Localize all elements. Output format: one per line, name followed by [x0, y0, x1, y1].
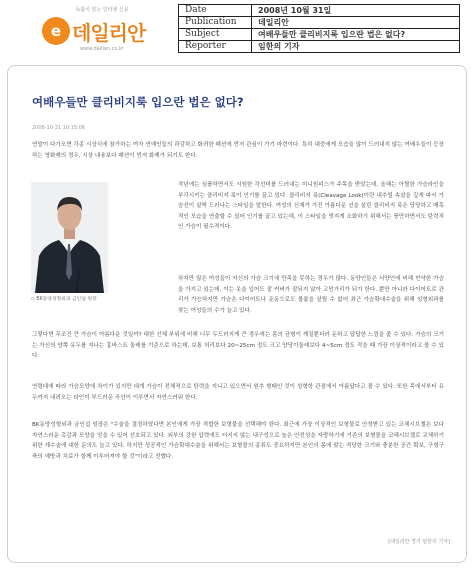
article-headline: 여배우들만 클리비지룩 입으란 법은 없다?	[32, 95, 244, 109]
meta-subject-value: 여배우들만 클리비지룩 입으란 법은 없다?	[252, 29, 460, 41]
photo-caption: ◇ BK동양성형외과 금인섭 원장	[31, 297, 97, 302]
meta-reporter-label: Reporter	[179, 41, 252, 53]
logo-url: www.dailian.co.kr	[80, 46, 124, 52]
article-paragraph-5: 연령대에 따라 가슴모양에 차이가 있지만 대개 가슴이 전체적으로 탄력을 지니고 있으면서 원추 형태인 것이 성형학 관점에서 아름답다고 볼 수 있다. 또한 목에서부터 유두까지 내려오는 라인이 부드러운 곡선이 이루면서 자연스러워 한다.	[32, 384, 444, 401]
meta-row-reporter	[179, 41, 460, 53]
logo-badge-icon: e	[42, 17, 70, 45]
logo-wordmark: 데일리안	[72, 20, 146, 45]
meta-date-value: 2008년 10월 31일	[252, 5, 460, 17]
article-paragraph-6: BK동양성형외과 금인섭 원장은 "수술을 결정하였다면 본인에게 가장 적합한 보형물을 선택해야 한다. 최근에 가장 이상적인 보형물로 안정받고 있는 코헤시브젤은 보다 자연스러운 촉감과 모양을 얻을 수 있어 선호되고 있다. 외부의 강한 압력에도 터지지 않는 내구성으로 높은 안전성을 자랑하기에 기존의 보형물을 코헤시브젤로 교체하기 위한 재수술에 대한 문의도 늘고 있다. 하지만 성공적인 가슴확대수술을 위해서는 보형물의 종류도 중요하지만 본인의 몸에 맞는 적당한 크기와 충분한 공간 확보, 구형구축의 예방과 치료가 함께 이루어져야 할 것"이라고 전했다.	[32, 422, 444, 460]
meta-subject-label: Subject	[179, 29, 252, 41]
logo-mark	[42, 16, 162, 46]
article-dateline: 2008-10-31 10:15:06	[32, 125, 86, 131]
article-frame	[7, 65, 467, 563]
logo-tagline: 독룸이 있는 인터넷 신문	[75, 7, 129, 13]
publication-logo	[42, 6, 162, 54]
article-paragraph-1: 연말이 다가오면 각종 시상식에 참가하는 여자 연예인들의 과감하고 화려한 패션에 먼저 관심이 가기 마련이다. 특히 대중에게 모습을 많이 드러내지 않는 여배우들이 등장하는 영화제의 경우, 시상 내용보다 패션이 먼저 화제가 되기도 한다.	[32, 142, 444, 159]
article-paragraph-4: 그렇다면 무조건 큰 가슴이 아름다운 것일까? 대한 신체 부위에 비해 너무 두드러지게 큰 경우에는 몸의 균형이 깨질뿐더러 둔하고 답답한 느낌을 줄 수 있다. 가슴의 크기는 자신의 양쪽 유두를 지나는 흉바스트 둘레를 기준으로 하는데, 보통 허리보다 20~25cm 정도 크고 양당이둘레보다 4~5cm 정도 작을 때 가장 이상적이라고 볼 수 있다.	[32, 332, 444, 360]
meta-date-label: Date	[179, 5, 252, 17]
article-paragraph-2: 작년에는 심플하면서도 시원한 각선미를 드러내는 미니원피스가 주목을 받았는데, 올해는 아찔한 가슴라인을 부각시키는 클리비지 룩이 인기를 끌고 있다. 클리비지 룩(Cleavage Look)이란 내추럴 속살을 깊게 파서 가슴선이 살짝 드러나는 스타일을 말한다. 여성의 신체가 가진 아름다운 선을 살린 클리비지 룩은 당당하고 매혹적인 모습을 연출할 수 있어 인기를 끌고 있는데, 이 스타일을 멋지게 소화하기 위해서는 풍만하면서도 탄력적인 가슴이 필수적이다.	[178, 182, 444, 231]
meta-row-date	[179, 5, 460, 17]
article-paragraph-3: 하지만 많은 여성들이 자신의 가슴 크기에 만족을 못하는 경우가 많다. 동양인들은 서양인에 비해 빈약한 가슴을 가지고 있는데, 이는 옷을 입어도 잘 커버가 잘되지 않아 고민거리가 되기 한다. 뿐만 아니라 다이어트로 관리가 가능하지만 가슴은 다이어트나 운동으로도 볼륨을 살릴 수 없어 최근 가슴확대수술을 위해 성형외과를 찾는 여성들의 수가 늘고 있다.	[178, 276, 444, 314]
meta-publication-label: Publication	[179, 17, 252, 29]
meta-row-subject	[179, 29, 460, 41]
clipping-meta-table	[178, 4, 460, 53]
meta-publication-value: 데일리안	[252, 17, 460, 29]
doctor-photo	[31, 182, 108, 293]
doctor-portrait-image	[31, 182, 108, 293]
article-credit: [데일리안 경기 임한의 기자]	[388, 539, 450, 545]
meta-reporter-value: 임한의 기자	[252, 41, 460, 53]
meta-row-publication	[179, 17, 460, 29]
